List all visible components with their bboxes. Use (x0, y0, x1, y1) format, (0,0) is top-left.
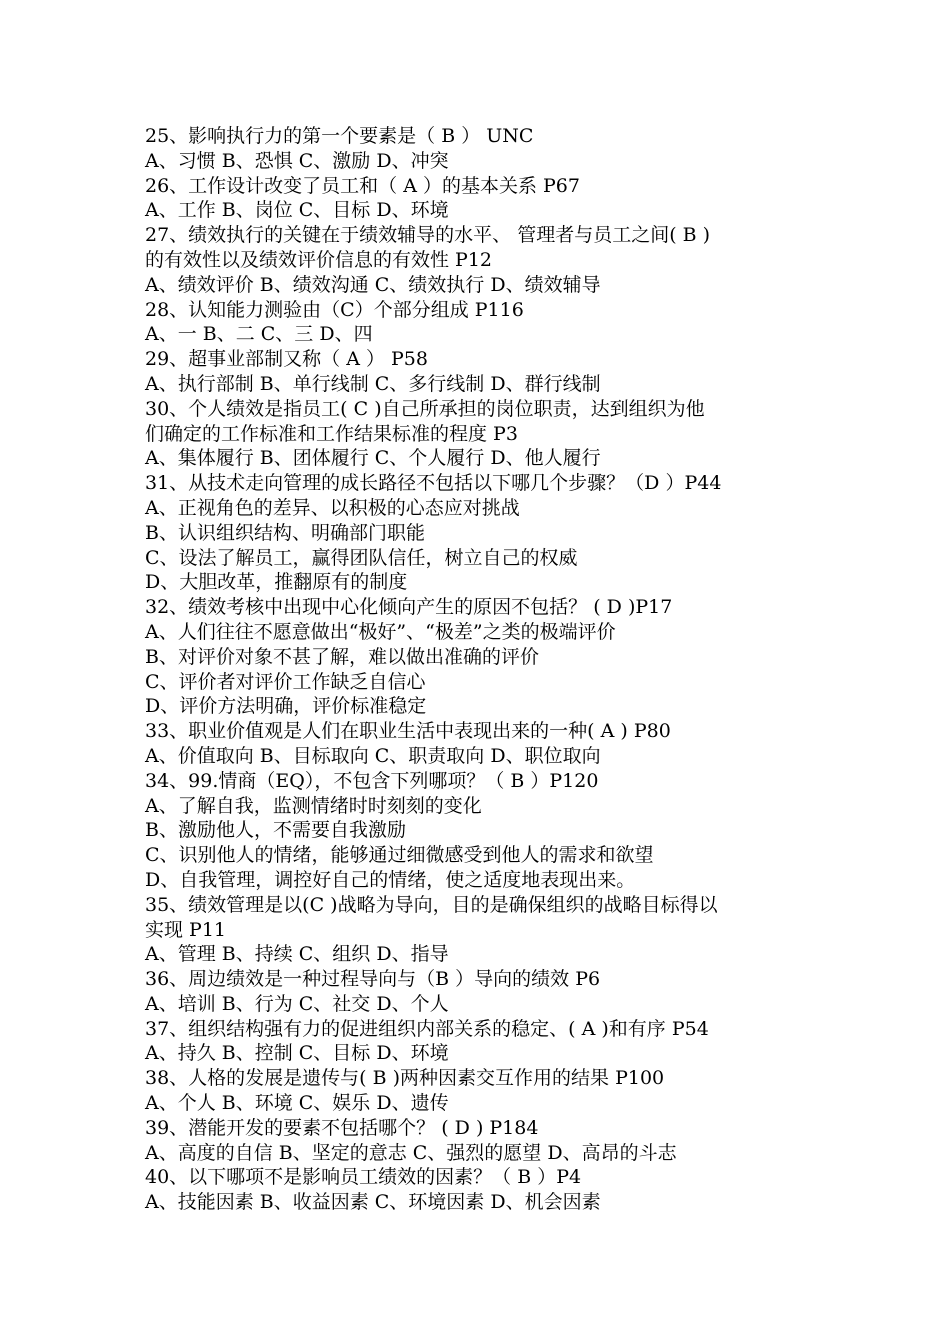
options-40: A、技能因素 B、收益因素 C、环境因素 D、机会因素 (145, 1191, 601, 1214)
question-40: 40、以下哪项不是影响员工绩效的因素？（ B ）P4 (145, 1166, 582, 1189)
question-36: 36、周边绩效是一种过程导向与（B ）导向的绩效 P6 (145, 968, 601, 991)
option-31-a: A、正视角色的差异、以积极的心态应对挑战 (145, 496, 520, 519)
option-32-b: B、对评价对象不甚了解，难以做出准确的评价 (145, 645, 539, 668)
options-38: A、个人 B、环境 C、娱乐 D、遗传 (145, 1092, 449, 1115)
document-page (145, 124, 825, 1215)
question-25: 25、影响执行力的第一个要素是（ B ） UNC (145, 125, 534, 147)
question-32: 32、绩效考核中出现中心化倾向产生的原因不包括？ ( D )P17 (145, 596, 673, 619)
question-35-cont: 实现 P11 (145, 918, 227, 941)
options-33: A、价值取向 B、目标取向 C、职责取向 D、职位取向 (145, 744, 601, 767)
question-30-cont: 们确定的工作标准和工作结果标准的程度 P3 (145, 422, 518, 445)
question-28: 28、认知能力测验由（C）个部分组成 P116 (145, 298, 524, 321)
option-32-a: A、人们往往不愿意做出“极好”、“极差”之类的极端评价 (145, 620, 616, 643)
question-31: 31、从技术走向管理的成长路径不包括以下哪几个步骤？（D ）P44 (145, 472, 722, 495)
question-33: 33、职业价值观是人们在职业生活中表现出来的一种( A ) P80 (145, 720, 671, 743)
question-26: 26、工作设计改变了员工和（ A ）的基本关系 P67 (145, 174, 580, 197)
option-34-a: A、了解自我，监测情绪时时刻刻的变化 (145, 794, 482, 817)
options-25: A、习惯 B、恐惧 C、激励 D、冲突 (145, 149, 449, 172)
option-34-c: C、识别他人的情绪，能够通过细微感受到他人的需求和欲望 (145, 844, 654, 867)
options-39: A、高度的自信 B、坚定的意志 C、强烈的愿望 D、高昂的斗志 (145, 1141, 677, 1164)
options-35: A、管理 B、持续 C、组织 D、指导 (145, 943, 449, 966)
question-29: 29、超事业部制又称（ A ） P58 (145, 348, 428, 371)
option-32-d: D、评价方法明确，评价标准稳定 (145, 695, 427, 718)
options-30: A、集体履行 B、团体履行 C、个人履行 D、他人履行 (145, 447, 601, 470)
options-27: A、绩效评价 B、绩效沟通 C、绩效执行 D、绩效辅导 (145, 273, 601, 296)
option-34-d: D、自我管理，调控好自己的情绪，使之适度地表现出来。 (145, 868, 636, 891)
option-31-b: B、认识组织结构、明确部门职能 (145, 521, 425, 544)
question-27-cont: 的有效性以及绩效评价信息的有效性 P12 (145, 248, 493, 271)
question-34: 34、99.情商（EQ），不包含下列哪项？（ B ）P120 (145, 769, 599, 792)
options-36: A、培训 B、行为 C、社交 D、个人 (145, 992, 449, 1015)
option-34-b: B、激励他人，不需要自我激励 (145, 819, 406, 842)
options-26: A、工作 B、岗位 C、目标 D、环境 (145, 199, 449, 222)
options-28: A、一 B、二 C、三 D、四 (145, 323, 373, 346)
question-30: 30、个人绩效是指员工( C )自己所承担的岗位职责，达到组织为他 (145, 397, 705, 420)
question-38: 38、人格的发展是遗传与( B )两种因素交互作用的结果 P100 (145, 1067, 665, 1090)
question-37: 37、组织结构强有力的促进组织内部关系的稳定、( A )和有序 P54 (145, 1017, 709, 1040)
options-29: A、执行部制 B、单行线制 C、多行线制 D、群行线制 (145, 372, 601, 395)
option-32-c: C、评价者对评价工作缺乏自信心 (145, 670, 426, 693)
question-27: 27、绩效执行的关键在于绩效辅导的水平、 管理者与员工之间( B ) (145, 224, 711, 247)
option-31-d: D、大胆改革，推翻原有的制度 (145, 571, 408, 594)
question-39: 39、潜能开发的要素不包括哪个？ ( D ) P184 (145, 1116, 539, 1139)
question-35: 35、绩效管理是以(C )战略为导向，目的是确保组织的战略目标得以 (145, 893, 718, 916)
option-31-c: C、设法了解员工，赢得团队信任，树立自己的权威 (145, 546, 578, 569)
options-37: A、持久 B、控制 C、目标 D、环境 (145, 1042, 449, 1065)
